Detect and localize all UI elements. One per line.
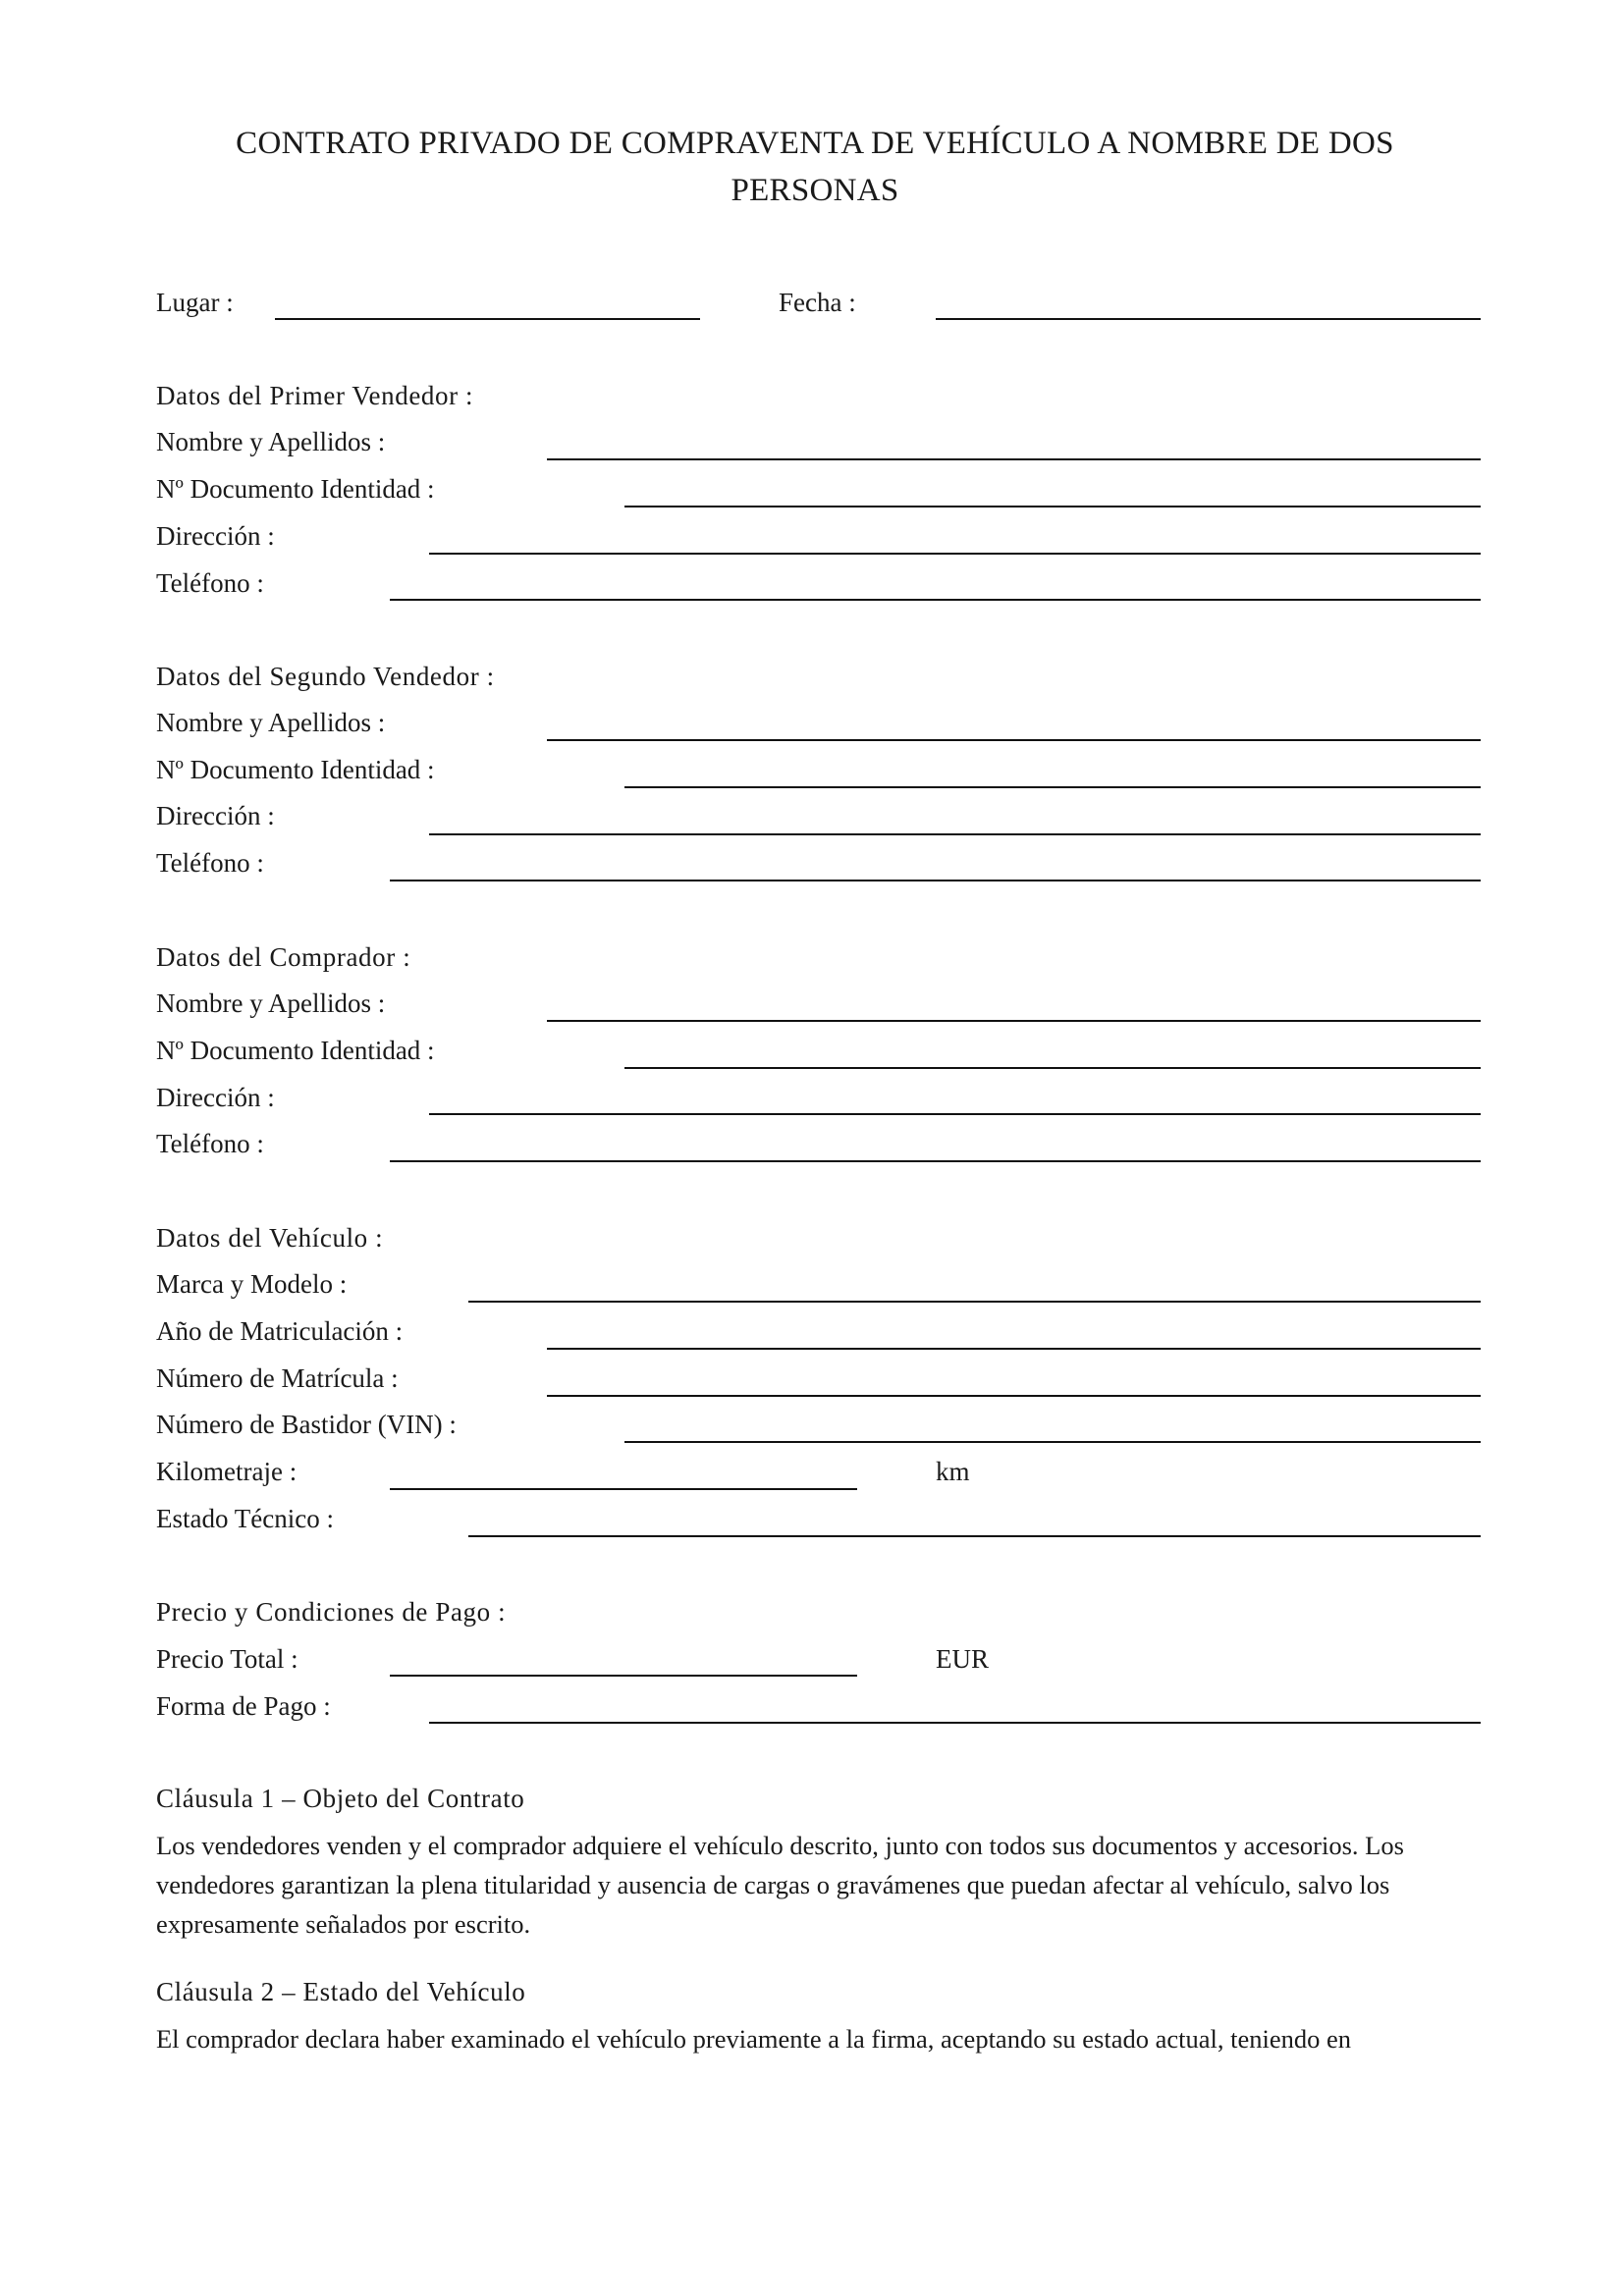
vehicle-year-field[interactable]: [547, 1348, 1481, 1350]
price-unit: EUR: [936, 1644, 989, 1674]
seller1-address-label: Dirección :: [156, 521, 275, 551]
clause-2-title: Cláusula 2 – Estado del Vehículo: [156, 1977, 526, 2006]
vehicle-vin-label: Número de Bastidor (VIN) :: [156, 1410, 457, 1439]
seller1-name-field[interactable]: [547, 458, 1481, 460]
vehicle-condition-field[interactable]: [468, 1535, 1481, 1537]
vehicle-heading: Datos del Vehículo :: [156, 1223, 384, 1253]
buyer-phone-field[interactable]: [390, 1160, 1481, 1162]
buyer-id-label: Nº Documento Identidad :: [156, 1036, 435, 1065]
document-title-line-1: CONTRATO PRIVADO DE COMPRAVENTA DE VEHÍCULO A NOMBRE DE DOS: [236, 126, 1394, 161]
vehicle-plate-field[interactable]: [547, 1395, 1481, 1397]
clause-2-line: El comprador declara haber examinado el vehículo previamente a la firma, aceptando su estado actual, teniendo en: [156, 2024, 1351, 2054]
clause-1-line: Los vendedores venden y el comprador adquiere el vehículo descrito, junto con todos sus documentos y accesorios. Los: [156, 1831, 1404, 1860]
clause-2-body: [156, 2019, 1482, 2058]
clause-1-line: vendedores garantizan la plena titularidad y ausencia de cargas o gravámenes que puedan afectar al vehículo, salvo los: [156, 1870, 1390, 1899]
document-title: [177, 120, 1453, 214]
payment-method-label: Forma de Pago :: [156, 1691, 331, 1721]
seller2-address-label: Dirección :: [156, 801, 275, 830]
vehicle-year-label: Año de Matriculación :: [156, 1316, 404, 1346]
price-field[interactable]: [390, 1675, 857, 1677]
seller1-heading: Datos del Primer Vendedor :: [156, 381, 474, 410]
mileage-unit: km: [936, 1457, 970, 1486]
date-label: Fecha :: [779, 288, 856, 317]
place-label: Lugar :: [156, 288, 234, 317]
date-field[interactable]: [936, 318, 1481, 320]
payment-method-field[interactable]: [429, 1722, 1481, 1724]
vehicle-mileage-field[interactable]: [390, 1488, 857, 1490]
buyer-name-label: Nombre y Apellidos :: [156, 988, 386, 1018]
place-field[interactable]: [275, 318, 700, 320]
clause-1-title: Cláusula 1 – Objeto del Contrato: [156, 1784, 525, 1813]
buyer-heading: Datos del Comprador :: [156, 942, 411, 972]
vehicle-vin-field[interactable]: [624, 1441, 1481, 1443]
seller2-id-field[interactable]: [624, 786, 1481, 788]
vehicle-plate-label: Número de Matrícula :: [156, 1363, 399, 1393]
seller2-name-label: Nombre y Apellidos :: [156, 708, 386, 737]
seller1-phone-field[interactable]: [390, 599, 1481, 601]
buyer-id-field[interactable]: [624, 1067, 1481, 1069]
seller2-name-field[interactable]: [547, 739, 1481, 741]
seller1-id-field[interactable]: [624, 506, 1481, 507]
buyer-phone-label: Teléfono :: [156, 1129, 264, 1158]
buyer-address-label: Dirección :: [156, 1083, 275, 1112]
price-label: Precio Total :: [156, 1644, 298, 1674]
vehicle-model-label: Marca y Modelo :: [156, 1269, 348, 1299]
seller1-phone-label: Teléfono :: [156, 568, 264, 598]
buyer-name-field[interactable]: [547, 1020, 1481, 1022]
vehicle-condition-label: Estado Técnico :: [156, 1504, 334, 1533]
seller2-phone-label: Teléfono :: [156, 848, 264, 878]
vehicle-mileage-label: Kilometraje :: [156, 1457, 298, 1486]
seller2-address-field[interactable]: [429, 833, 1481, 835]
clause-1-body: [156, 1826, 1482, 1944]
seller1-address-field[interactable]: [429, 553, 1481, 555]
seller1-name-label: Nombre y Apellidos :: [156, 427, 386, 456]
clause-1-line: expresamente señalados por escrito.: [156, 1909, 531, 1939]
vehicle-model-field[interactable]: [468, 1301, 1481, 1303]
buyer-address-field[interactable]: [429, 1113, 1481, 1115]
seller2-id-label: Nº Documento Identidad :: [156, 755, 435, 784]
payment-heading: Precio y Condiciones de Pago :: [156, 1597, 507, 1627]
seller1-id-label: Nº Documento Identidad :: [156, 474, 435, 504]
seller2-heading: Datos del Segundo Vendedor :: [156, 662, 495, 691]
seller2-phone-field[interactable]: [390, 880, 1481, 881]
document-title-line-2: PERSONAS: [731, 173, 899, 208]
